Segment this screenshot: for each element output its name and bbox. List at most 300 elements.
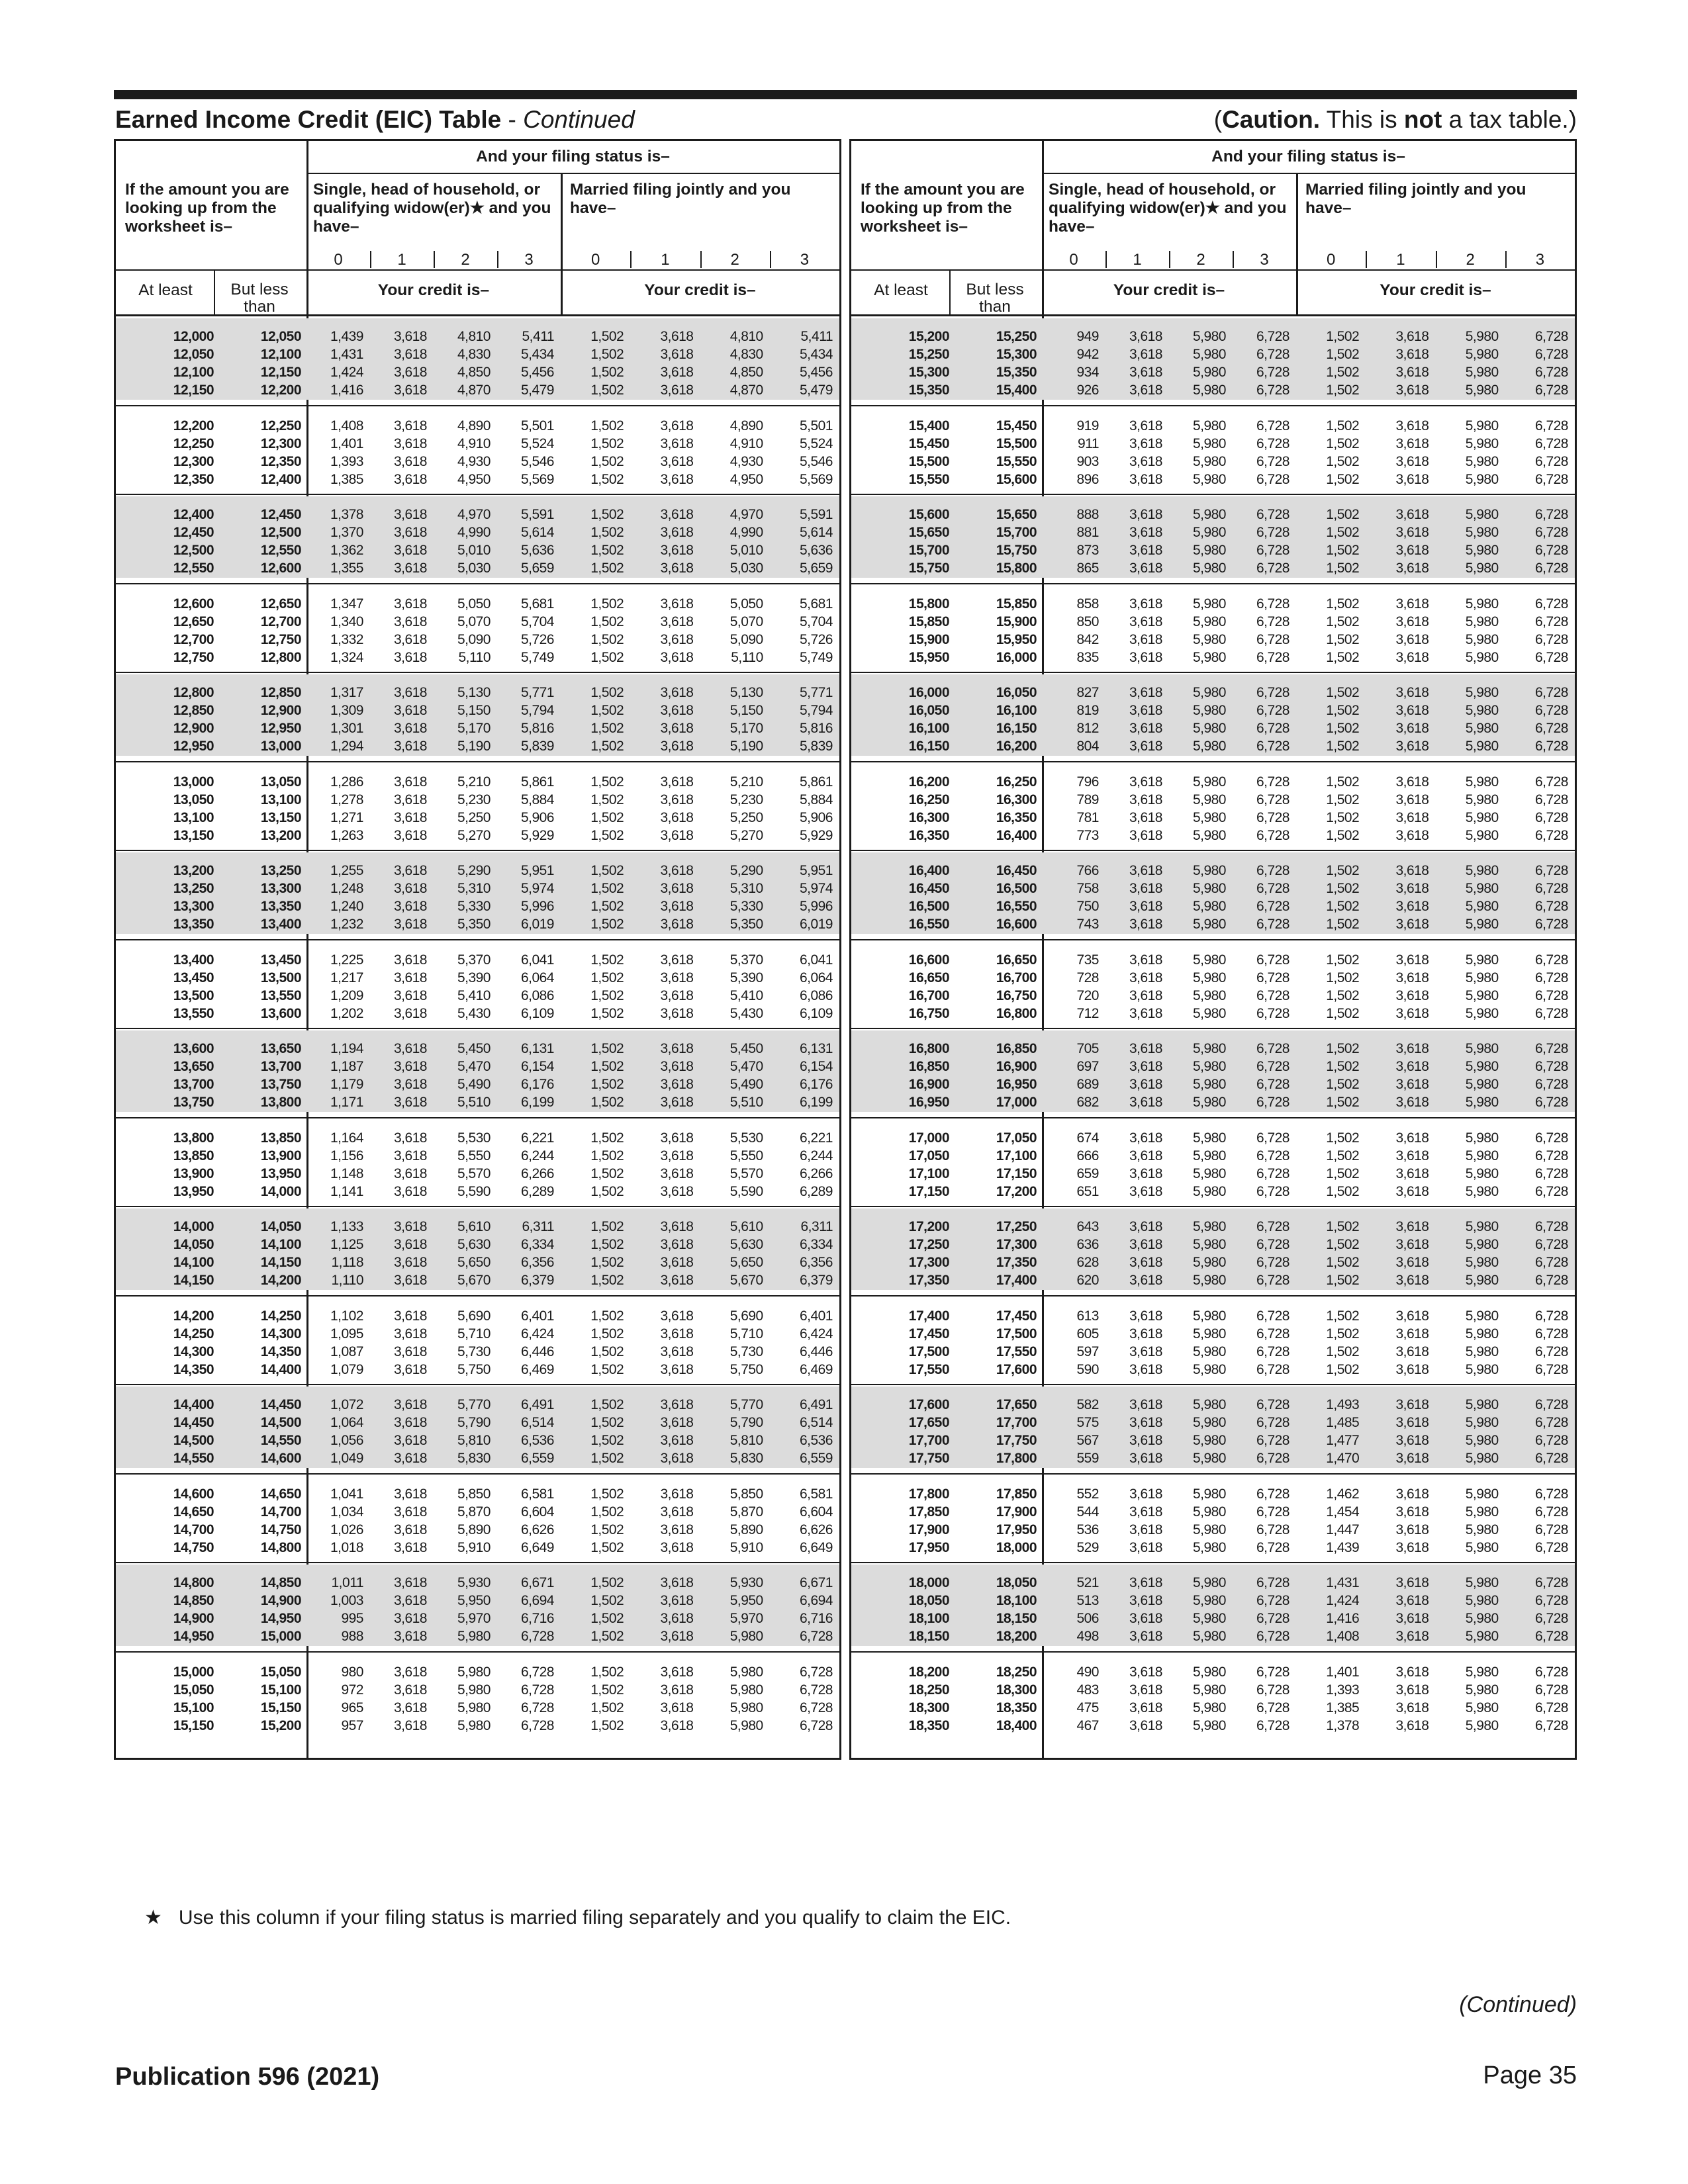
but-less-than-value: 12,600 [260,561,301,576]
credit-value: 3,618 [1129,418,1162,433]
credit-value: 4,850 [729,365,763,380]
credit-value: 6,469 [799,1361,833,1377]
credit-value: 5,980 [1192,1575,1226,1590]
children-tick [370,251,371,268]
credit-value: 3,618 [393,1219,427,1234]
credit-value: 6,728 [1256,1059,1289,1074]
credit-value: 3,618 [1395,881,1429,896]
credit-value: 1,164 [330,1130,363,1146]
credit-value: 6,311 [522,1219,554,1234]
credit-value: 6,728 [1534,1415,1568,1430]
credit-value: 888 [1076,507,1099,522]
at-least-value: 14,500 [173,1433,214,1448]
credit-value: 5,980 [1192,917,1226,932]
credit-value: 552 [1076,1486,1099,1502]
credit-value: 5,980 [1192,685,1226,700]
publication-label: Publication 596 (2021) [115,2063,380,2091]
children-count-label: 3 [1260,251,1269,269]
credit-value: 467 [1076,1717,1099,1733]
credit-value: 5,910 [729,1539,763,1555]
credit-value: 3,618 [1129,1059,1162,1074]
credit-value: 3,618 [660,596,694,612]
credit-value: 3,618 [1129,685,1162,700]
credit-value: 3,618 [1129,1130,1162,1146]
credit-value: 4,810 [457,329,491,344]
but-less-than-value: 13,400 [260,917,301,932]
credit-value: 3,618 [1395,1611,1429,1626]
credit-value: 5,980 [1192,596,1226,612]
but-less-than-value: 12,300 [260,435,301,451]
credit-value: 5,980 [1192,899,1226,914]
credit-value: 5,770 [457,1397,491,1412]
but-less-than-value: 15,650 [996,507,1037,522]
at-least-value: 17,550 [908,1361,949,1377]
credit-value: 6,728 [1256,525,1289,540]
credit-value: 1,309 [330,703,363,718]
credit-value: 5,681 [520,596,554,612]
credit-value: 3,618 [393,1611,427,1626]
credit-value: 5,794 [520,703,554,718]
credit-value: 5,980 [1192,365,1226,380]
credit-value: 3,618 [1129,1095,1162,1110]
credit-value: 5,980 [1192,1041,1226,1056]
credit-value: 5,974 [799,881,833,896]
children-count-label: 2 [1196,251,1205,269]
but-less-than-value: 17,800 [996,1451,1037,1466]
credit-value: 5,510 [729,1095,763,1110]
credit-value: 3,618 [393,1700,427,1715]
credit-value: 5,411 [800,329,833,344]
credit-value: 6,728 [1534,1059,1568,1074]
credit-value: 5,290 [457,863,491,878]
credit-value: 6,728 [1534,1255,1568,1270]
credit-value: 3,618 [660,774,694,790]
at-least-value: 15,850 [908,614,949,629]
at-least-value: 16,100 [908,721,949,736]
credit-value: 850 [1076,614,1099,629]
credit-value: 6,728 [1256,1005,1289,1021]
at-least-value: 13,600 [173,1041,214,1056]
credit-value: 3,618 [393,970,427,985]
credit-value: 5,980 [1465,1611,1499,1626]
credit-value: 6,728 [520,1700,554,1715]
at-least-value: 16,600 [908,952,949,968]
but-less-than-value: 18,350 [996,1700,1037,1715]
credit-value: 3,618 [1395,917,1429,932]
credit-value: 559 [1076,1451,1099,1466]
credit-value: 1,026 [330,1522,363,1537]
credit-value: 6,728 [799,1682,833,1698]
credit-value: 5,980 [1465,721,1499,736]
credit-value: 965 [341,1700,363,1715]
credit-value: 6,728 [1256,1611,1289,1626]
credit-value: 3,618 [1395,1059,1429,1074]
credit-value: 3,618 [393,1041,427,1056]
credit-value: 4,990 [457,525,491,540]
page-title: Earned Income Credit (EIC) Table - Continued [115,106,635,133]
single-status-heading: Single, head of household, or qualifying widow(er)★ and you have– [313,181,551,236]
credit-value: 3,618 [1395,561,1429,576]
credit-value: 3,618 [1129,507,1162,522]
credit-value: 6,728 [1534,792,1568,807]
credit-value: 1,485 [1326,1415,1360,1430]
children-count-label: 2 [461,251,470,269]
credit-value: 5,980 [1465,1682,1499,1698]
credit-value: 3,618 [393,917,427,932]
credit-value: 3,618 [1129,1682,1162,1698]
credit-value: 3,618 [393,596,427,612]
credit-value: 5,050 [457,596,491,612]
credit-value: 5,980 [1465,1255,1499,1270]
at-least-value: 16,500 [908,899,949,914]
credit-value: 1,462 [1326,1486,1360,1502]
credit-value: 6,728 [1534,703,1568,718]
credit-value: 6,604 [799,1504,833,1520]
credit-value: 1,209 [330,987,363,1003]
credit-value: 5,980 [1192,435,1226,451]
credit-value: 6,728 [1256,1397,1289,1412]
credit-value: 582 [1076,1397,1099,1412]
credit-value: 1,470 [1326,1451,1360,1466]
credit-value: 6,728 [1534,435,1568,451]
credit-value: 858 [1076,596,1099,612]
credit-value: 835 [1076,649,1099,665]
credit-value: 643 [1076,1219,1099,1234]
at-least-value: 15,200 [908,329,949,344]
credit-value: 3,618 [660,1255,694,1270]
children-count-label: 3 [800,251,810,269]
credit-value: 3,618 [1395,1522,1429,1537]
at-least-value: 17,450 [908,1326,949,1342]
credit-value: 5,690 [457,1308,491,1324]
credit-value: 5,190 [729,739,763,754]
credit-value: 1,424 [330,365,363,380]
at-least-value: 15,100 [173,1700,214,1715]
credit-value: 3,618 [1129,1255,1162,1270]
credit-value: 3,618 [1395,1077,1429,1092]
credit-value: 6,728 [1256,435,1289,451]
credit-value: 4,830 [457,347,491,362]
credit-value: 5,070 [457,614,491,629]
credit-value: 3,618 [1129,543,1162,558]
credit-value: 5,929 [520,827,554,843]
credit-value: 5,980 [1465,525,1499,540]
but-less-than-value: 16,850 [996,1041,1037,1056]
credit-value: 3,618 [393,365,427,380]
credit-value: 5,884 [799,792,833,807]
but-less-than-value: 18,000 [996,1539,1037,1555]
credit-value: 6,041 [799,952,833,968]
but-less-than-value: 18,250 [996,1664,1037,1680]
but-less-than-value: 16,050 [996,685,1037,700]
credit-value: 3,618 [1129,1148,1162,1163]
credit-value: 1,502 [1326,365,1360,380]
credit-value: 1,502 [590,970,624,985]
credit-value: 6,581 [799,1486,833,1502]
page-number: Page 35 [1483,2062,1577,2089]
credit-value: 3,618 [1395,596,1429,612]
credit-value: 3,618 [1129,792,1162,807]
credit-value: 3,618 [660,1539,694,1555]
credit-value: 1,370 [330,525,363,540]
at-least-value: 16,000 [908,685,949,700]
credit-value: 3,618 [660,383,694,398]
credit-value: 1,502 [590,809,624,825]
credit-value: 1,502 [1326,863,1360,878]
credit-value: 5,980 [1465,1041,1499,1056]
but-less-than-value: 12,650 [260,596,301,612]
credit-value: 3,618 [660,1326,694,1342]
but-less-than-value: 15,300 [996,347,1037,362]
credit-value: 1,324 [330,649,363,665]
credit-value: 3,618 [1129,970,1162,985]
at-least-value: 16,750 [908,1005,949,1021]
but-less-than-value: 18,050 [996,1575,1037,1590]
credit-value: 1,171 [330,1095,363,1110]
credit-value: 3,618 [393,649,427,665]
but-less-than-value: 14,000 [260,1183,301,1199]
credit-value: 1,271 [330,809,363,825]
at-least-value: 17,850 [908,1504,949,1520]
credit-value: 3,618 [1395,383,1429,398]
credit-value: 6,379 [799,1273,833,1288]
credit-value: 3,618 [1129,1415,1162,1430]
credit-value: 3,618 [393,471,427,487]
credit-value: 5,050 [729,596,763,612]
but-less-than-value: 14,650 [260,1486,301,1502]
credit-value: 1,502 [590,507,624,522]
but-less-than-value: 15,200 [260,1717,301,1733]
credit-value: 5,530 [457,1130,491,1146]
credit-value: 5,390 [729,970,763,985]
credit-value: 6,728 [1256,1130,1289,1146]
at-least-value: 15,000 [173,1664,214,1680]
credit-value: 1,502 [1326,1095,1360,1110]
credit-value: 1,018 [330,1539,363,1555]
credit-value: 5,980 [1192,1700,1226,1715]
credit-value: 1,502 [590,952,624,968]
credit-value: 5,980 [1465,614,1499,629]
credit-value: 6,086 [520,987,554,1003]
credit-value: 4,890 [457,418,491,433]
at-least-value: 15,750 [908,561,949,576]
but-less-than-value: 13,500 [260,970,301,985]
but-less-than-value: 15,250 [996,329,1037,344]
but-less-than-value: 13,750 [260,1077,301,1092]
credit-value: 5,980 [1192,1326,1226,1342]
credit-value: 5,479 [799,383,833,398]
credit-value: 3,618 [660,614,694,629]
credit-value: 6,199 [799,1095,833,1110]
at-least-value: 15,500 [908,453,949,469]
credit-value: 3,618 [393,1005,427,1021]
credit-value: 3,618 [1129,649,1162,665]
credit-value: 1,072 [330,1397,363,1412]
credit-value: 5,770 [729,1397,763,1412]
at-least-value: 16,800 [908,1041,949,1056]
at-least-value: 14,050 [173,1237,214,1252]
credit-value: 5,980 [1192,453,1226,469]
credit-value: 5,010 [457,543,491,558]
credit-value: 3,618 [660,827,694,843]
credit-value: 3,618 [1129,703,1162,718]
credit-value: 6,728 [1256,1504,1289,1520]
credit-value: 5,704 [520,614,554,629]
credit-value: 5,980 [1192,418,1226,433]
credit-value: 6,728 [1256,631,1289,647]
credit-value: 6,728 [1256,596,1289,612]
credit-value: 5,456 [799,365,833,380]
credit-value: 3,618 [393,1504,427,1520]
at-least-value: 14,650 [173,1504,214,1520]
at-least-value: 14,600 [173,1486,214,1502]
but-less-than-value: 12,500 [260,525,301,540]
credit-value: 6,728 [1534,1664,1568,1680]
at-least-value: 15,800 [908,596,949,612]
credit-value: 6,728 [1256,1255,1289,1270]
credit-value: 6,728 [1256,1682,1289,1698]
credit-value: 6,221 [520,1130,554,1146]
group-rule [116,1473,839,1475]
credit-value: 5,816 [520,721,554,736]
at-least-value: 18,100 [908,1611,949,1626]
credit-value: 3,618 [393,1629,427,1644]
credit-value: 3,618 [1395,1095,1429,1110]
credit-value: 5,980 [1192,827,1226,843]
credit-value: 5,591 [799,507,833,522]
credit-value: 1,401 [1326,1664,1360,1680]
credit-value: 3,618 [1395,1717,1429,1733]
but-less-than-value: 12,100 [260,347,301,362]
credit-value: 6,728 [1256,792,1289,807]
credit-value: 3,618 [660,721,694,736]
credit-value: 6,716 [799,1611,833,1626]
but-less-than-value: 14,500 [260,1415,301,1430]
credit-value: 3,618 [1129,917,1162,932]
credit-value: 5,250 [729,809,763,825]
credit-value: 5,980 [1465,1539,1499,1555]
credit-value: 5,501 [799,418,833,433]
at-least-value: 17,650 [908,1415,949,1430]
credit-value: 5,980 [1465,1700,1499,1715]
credit-value: 6,728 [1256,365,1289,380]
credit-value: 5,980 [1192,329,1226,344]
footnote: ★ Use this column if your filing status is married filing separately and you qualify to claim the EIC. [144,1907,1011,1929]
but-less-than-value: 13,800 [260,1095,301,1110]
credit-value: 5,370 [729,952,763,968]
credit-value: 5,980 [1192,863,1226,878]
credit-value: 1,502 [590,721,624,736]
children-tick [1105,251,1107,268]
credit-value: 6,728 [1534,1397,1568,1412]
credit-value: 4,830 [729,347,763,362]
but-less-than-value: 16,700 [996,970,1037,985]
credit-value: 3,618 [393,329,427,344]
but-less-than-value: 14,300 [260,1326,301,1342]
credit-value: 3,618 [1129,1700,1162,1715]
credit-value: 6,626 [520,1522,554,1537]
credit-value: 1,502 [590,1255,624,1270]
header-rule [116,269,839,271]
credit-value: 980 [341,1664,363,1680]
credit-value: 3,618 [1395,1629,1429,1644]
credit-value: 6,728 [1256,952,1289,968]
credit-value: 5,030 [729,561,763,576]
credit-value: 3,618 [393,721,427,736]
credit-value: 743 [1076,917,1099,932]
children-count-label: 3 [1535,251,1545,269]
credit-value: 5,980 [1465,1717,1499,1733]
credit-value: 842 [1076,631,1099,647]
but-less-than-value: 15,950 [996,631,1037,647]
credit-value: 4,950 [729,471,763,487]
credit-value: 3,618 [393,1308,427,1324]
credit-value: 5,550 [457,1148,491,1163]
credit-value: 6,728 [1256,1433,1289,1448]
credit-value: 5,980 [1192,1611,1226,1626]
credit-value: 3,618 [660,435,694,451]
credit-value: 6,716 [520,1611,554,1626]
credit-value: 1,408 [330,418,363,433]
credit-value: 3,618 [1129,1629,1162,1644]
but-less-than-value: 14,700 [260,1504,301,1520]
credit-value: 6,728 [1534,970,1568,985]
at-least-value: 16,050 [908,703,949,718]
credit-value: 1,141 [330,1183,363,1199]
children-tick [1233,251,1234,268]
but-less-than-value: 17,750 [996,1433,1037,1448]
credit-value: 3,618 [1129,1397,1162,1412]
credit-value: 1,502 [1326,507,1360,522]
but-less-than-value: 16,600 [996,917,1037,932]
credit-value: 5,590 [729,1183,763,1199]
credit-value: 1,502 [590,1095,624,1110]
credit-value: 5,710 [729,1326,763,1342]
credit-value: 773 [1076,827,1099,843]
at-least-value: 14,800 [173,1575,214,1590]
at-least-value: 16,300 [908,809,949,825]
credit-value: 5,980 [1192,1077,1226,1092]
credit-value: 5,980 [1465,1361,1499,1377]
but-less-than-value: 13,650 [260,1041,301,1056]
but-less-than-value: 16,650 [996,952,1037,968]
credit-value: 5,681 [799,596,833,612]
credit-value: 5,530 [729,1130,763,1146]
credit-value: 5,980 [1465,685,1499,700]
credit-value: 5,930 [457,1575,491,1590]
credit-value: 6,626 [799,1522,833,1537]
but-less-than-value: 17,150 [996,1165,1037,1181]
credit-value: 5,110 [458,649,491,665]
credit-value: 5,980 [1192,1219,1226,1234]
credit-value: 6,728 [1256,329,1289,344]
but-less-than-value: 17,600 [996,1361,1037,1377]
credit-value: 1,041 [330,1486,363,1502]
credit-value: 5,330 [729,899,763,914]
credit-value: 5,390 [457,970,491,985]
credit-value: 5,524 [799,435,833,451]
at-least-value: 12,150 [173,383,214,398]
but-less-than-heading: But less than [230,281,289,316]
credit-value: 1,447 [1326,1522,1360,1537]
credit-value: 3,618 [393,1415,427,1430]
credit-value: 6,728 [1534,1005,1568,1021]
credit-value: 6,728 [1256,649,1289,665]
credit-value: 5,470 [457,1059,491,1074]
group-rule [116,1651,839,1653]
credit-value: 6,728 [1534,1504,1568,1520]
credit-value: 674 [1076,1130,1099,1146]
